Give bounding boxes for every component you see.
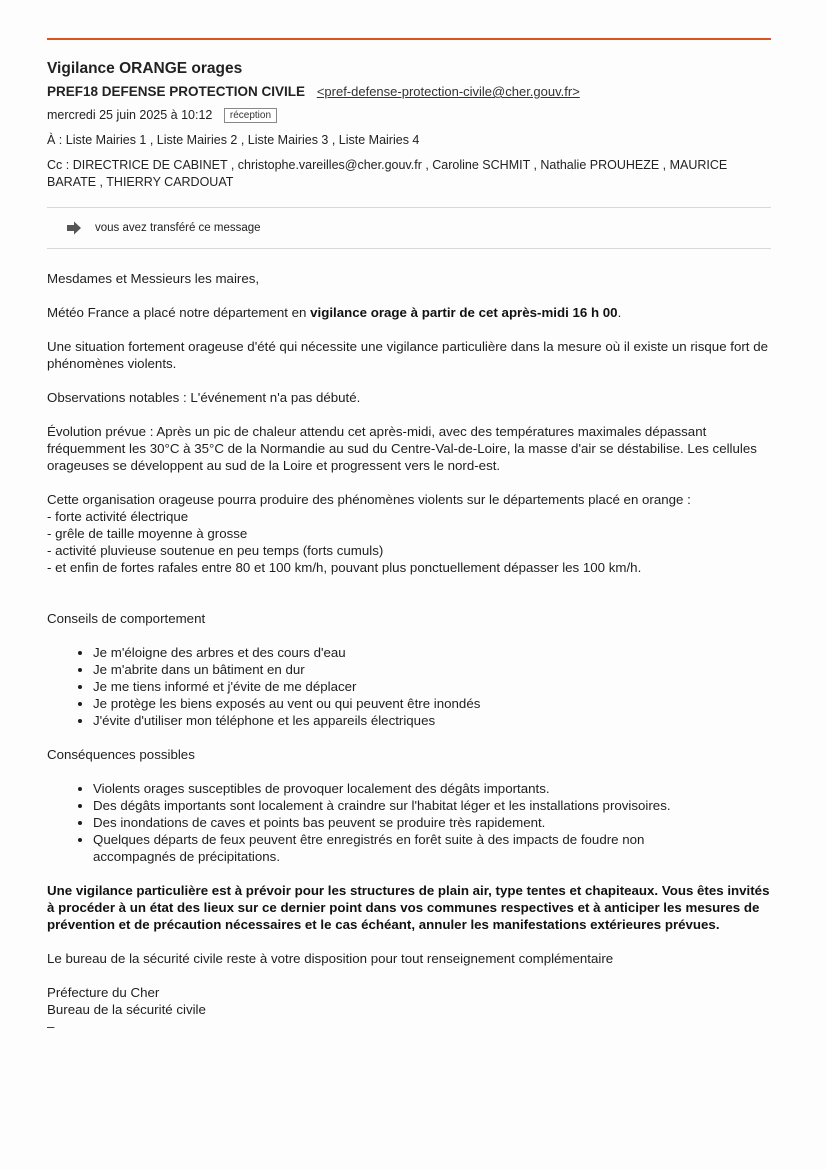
advice-list bbox=[47, 644, 777, 729]
list-item: • Violents orages susceptibles de provoquer localement des dégâts importants. bbox=[93, 780, 777, 797]
phenomena-list bbox=[47, 508, 777, 576]
intro-end: . bbox=[617, 305, 622, 320]
cc-label: Cc : bbox=[47, 158, 70, 172]
divider bbox=[47, 248, 771, 249]
advice-heading: Conseils de comportement bbox=[47, 611, 206, 626]
list-item: • Je protège les biens exposés au vent ou qui peuvent être inondés bbox=[93, 695, 777, 712]
observations-paragraph: Observations notables : L'événement n'a pas débuté. bbox=[47, 390, 361, 405]
recipients-cc bbox=[47, 157, 737, 191]
list-item: • J'évite d'utiliser mon téléphone et les appareils électriques bbox=[93, 712, 777, 729]
email-subject: Vigilance ORANGE orages bbox=[47, 60, 243, 77]
recipients-to bbox=[47, 133, 419, 147]
list-item: • Quelques départs de feux peuvent être enregistrés en forêt suite à des impacts de foudre non accompagnés de précipitations. bbox=[93, 831, 777, 865]
consequences-list bbox=[47, 780, 777, 865]
forward-arrow-icon bbox=[66, 221, 82, 235]
signature bbox=[47, 984, 777, 1035]
list-item: • Des dégâts importants sont localement à craindre sur l'habitat léger et les installations provisoires. bbox=[93, 797, 777, 814]
phenomena-intro: Cette organisation orageuse pourra produire des phénomènes violents sur le départements placé en orange : bbox=[47, 492, 691, 507]
sent-date: mercredi 25 juin 2025 à 10:12 bbox=[47, 108, 213, 122]
forward-notice-text: vous avez transféré ce message bbox=[95, 222, 261, 234]
list-item: - activité pluvieuse soutenue en peu temps (forts cumuls) bbox=[47, 543, 384, 558]
phenomena-block bbox=[47, 491, 777, 576]
divider bbox=[47, 207, 771, 208]
forward-notice bbox=[66, 221, 261, 235]
greeting: Mesdames et Messieurs les maires, bbox=[47, 271, 260, 286]
list-item: • Je me tiens informé et j'évite de me déplacer bbox=[93, 678, 777, 695]
list-item: - et enfin de fortes rafales entre 80 et 100 km/h, pouvant plus ponctuellement dépasser les 100 km/h. bbox=[47, 560, 642, 575]
header-divider bbox=[47, 38, 771, 40]
signature-line: – bbox=[47, 1019, 55, 1034]
intro-bold: vigilance orage à partir de cet après-midi 16 h 00 bbox=[310, 305, 618, 320]
consequences-heading: Conséquences possibles bbox=[47, 747, 195, 762]
sender-email-link[interactable]: <pref-defense-protection-civile@cher.gouv.fr> bbox=[316, 84, 580, 99]
date-line bbox=[47, 108, 277, 123]
list-item: - grêle de taille moyenne à grosse bbox=[47, 526, 248, 541]
cc-recipients: DIRECTRICE DE CABINET , christophe.vareilles@cher.gouv.fr , Caroline SCHMIT , Nathalie PROUHEZE , MAURICE BARATE , THIERRY CARDOUAT bbox=[47, 158, 728, 189]
signature-line: Bureau de la sécurité civile bbox=[47, 1002, 206, 1017]
closing-paragraph: Le bureau de la sécurité civile reste à votre disposition pour tout renseignement complémentaire bbox=[47, 951, 614, 966]
evolution-paragraph: Évolution prévue : Après un pic de chaleur attendu cet après-midi, avec des températures maximales dépassant fréquemment les 30°C à 35°C de la Normandie au sud du Centre-Val-de-Loire, la masse d'air se déstabilise. Les cellules orageuses se développent au sud de la Loire et progressent vers le nord-est. bbox=[47, 424, 757, 473]
signature-line: Préfecture du Cher bbox=[47, 985, 160, 1000]
email-body bbox=[47, 270, 777, 1035]
list-item: • Je m'abrite dans un bâtiment en dur bbox=[93, 661, 777, 678]
warning-paragraph: Une vigilance particulière est à prévoir pour les structures de plain air, type tentes et chapiteaux. Vous êtes invités à procéder à un état des lieux sur ce dernier point dans vos communes respectives et à anticiper les mesures de prévention et de précaution nécessaires et le cas échéant, annuler les manifestations extérieures prévues. bbox=[47, 883, 770, 932]
intro-paragraph bbox=[47, 304, 777, 321]
to-label: À : bbox=[47, 133, 63, 147]
list-item: - forte activité électrique bbox=[47, 509, 189, 524]
to-recipients: Liste Mairies 1 , Liste Mairies 2 , Liste Mairies 3 , Liste Mairies 4 bbox=[65, 133, 420, 147]
list-item: • Des inondations de caves et points bas peuvent se produire très rapidement. bbox=[93, 814, 777, 831]
folder-badge[interactable]: réception bbox=[224, 108, 277, 123]
sender-line bbox=[47, 84, 580, 99]
situation-paragraph: Une situation fortement orageuse d'été qui nécessite une vigilance particulière dans la mesure où il existe un risque fort de phénomènes violents. bbox=[47, 339, 768, 371]
sender-name: PREF18 DEFENSE PROTECTION CIVILE bbox=[47, 84, 306, 99]
list-item: • Je m'éloigne des arbres et des cours d'eau bbox=[93, 644, 777, 661]
intro-text: Météo France a placé notre département en bbox=[47, 305, 311, 320]
